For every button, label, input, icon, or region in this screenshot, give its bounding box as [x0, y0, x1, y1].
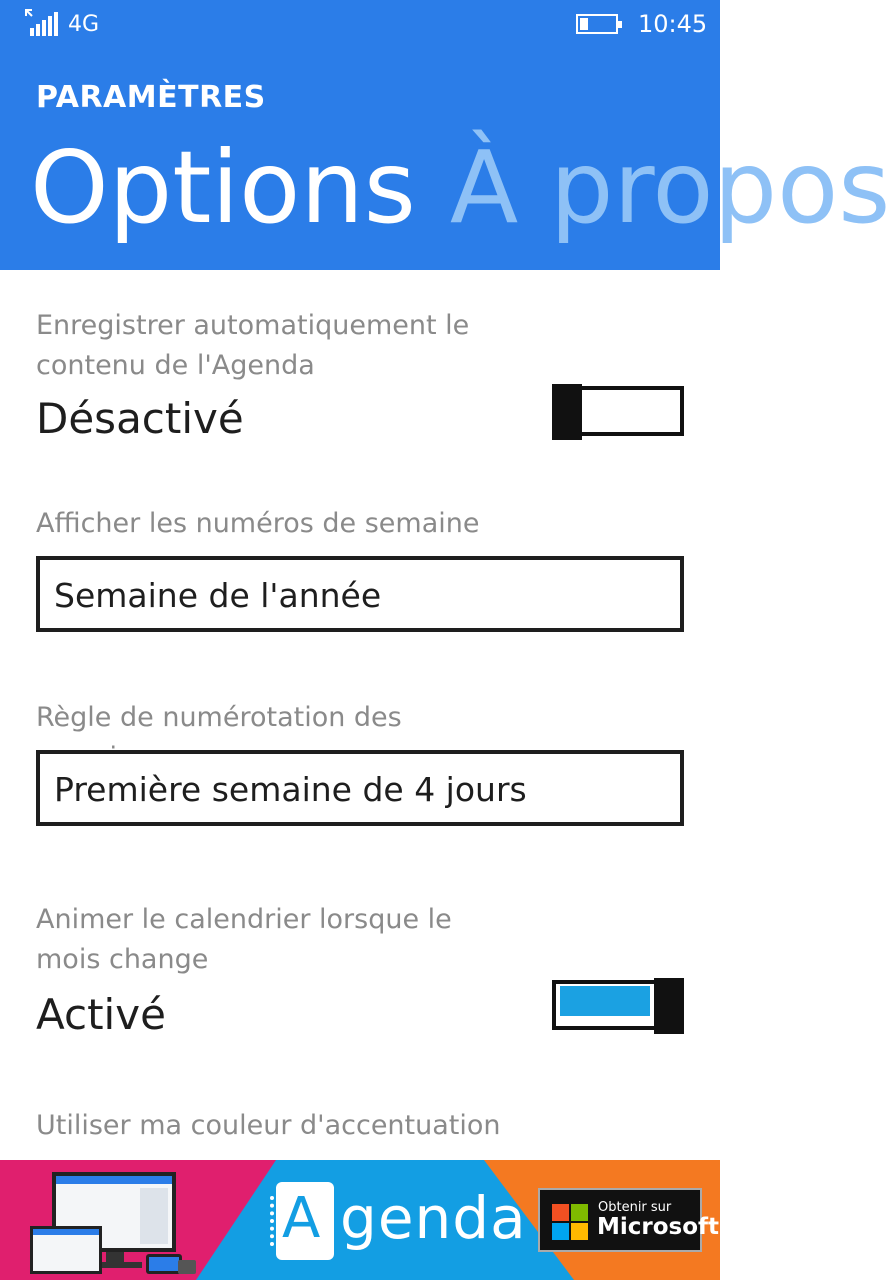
autosave-state: Désactivé: [36, 394, 244, 443]
toggle-thumb: [552, 384, 582, 440]
week-rule-label: Règle de numérotation des: [36, 702, 402, 733]
pivot-header: [30, 130, 890, 245]
notebook-rings: [270, 1196, 282, 1246]
page-title: PARAMÈTRES: [36, 80, 266, 115]
network-type: 4G: [68, 12, 100, 37]
ad-banner[interactable]: [0, 1160, 720, 1280]
pivot-tab-about[interactable]: À propos: [449, 129, 890, 246]
clock: 10:45: [638, 10, 708, 38]
week-numbers-select[interactable]: [36, 556, 684, 632]
week-rule-select[interactable]: [36, 750, 684, 826]
toggle-thumb: [654, 978, 684, 1034]
week-rule-value: Première semaine de 4 jours: [54, 770, 527, 809]
status-bar: [0, 0, 720, 50]
microsoft-store-badge[interactable]: [538, 1188, 720, 1252]
animate-state: Activé: [36, 990, 166, 1039]
header: [0, 0, 890, 270]
agenda-logo-text: genda: [340, 1184, 527, 1252]
microsoft-logo-icon: [552, 1204, 588, 1240]
agenda-logo-letter: A: [282, 1186, 321, 1251]
week-numbers-label: Afficher les numéros de semaine: [36, 508, 480, 539]
battery-icon: [576, 14, 618, 34]
devices-illustration-icon: [28, 1170, 198, 1280]
week-numbers-value: Semaine de l'année: [54, 576, 382, 615]
autosave-toggle[interactable]: [552, 384, 684, 436]
agenda-logo: [268, 1182, 528, 1262]
agenda-logo-icon: [276, 1182, 334, 1260]
signal-strength-icon: [24, 8, 58, 36]
toggle-fill: [560, 986, 650, 1016]
accent-label: Utiliser ma couleur d'accentuation: [36, 1110, 501, 1141]
autosave-label: Enregistrer automatiquement le contenu de l'Agenda: [36, 310, 470, 381]
animate-toggle[interactable]: [552, 978, 684, 1030]
pivot-tab-options[interactable]: Options: [30, 129, 416, 246]
animate-label: Animer le calendrier lorsque le mois change: [36, 904, 452, 975]
store-badge-name: Microsoft: [597, 1214, 720, 1240]
store-badge-caption: Obtenir sur: [598, 1200, 672, 1215]
